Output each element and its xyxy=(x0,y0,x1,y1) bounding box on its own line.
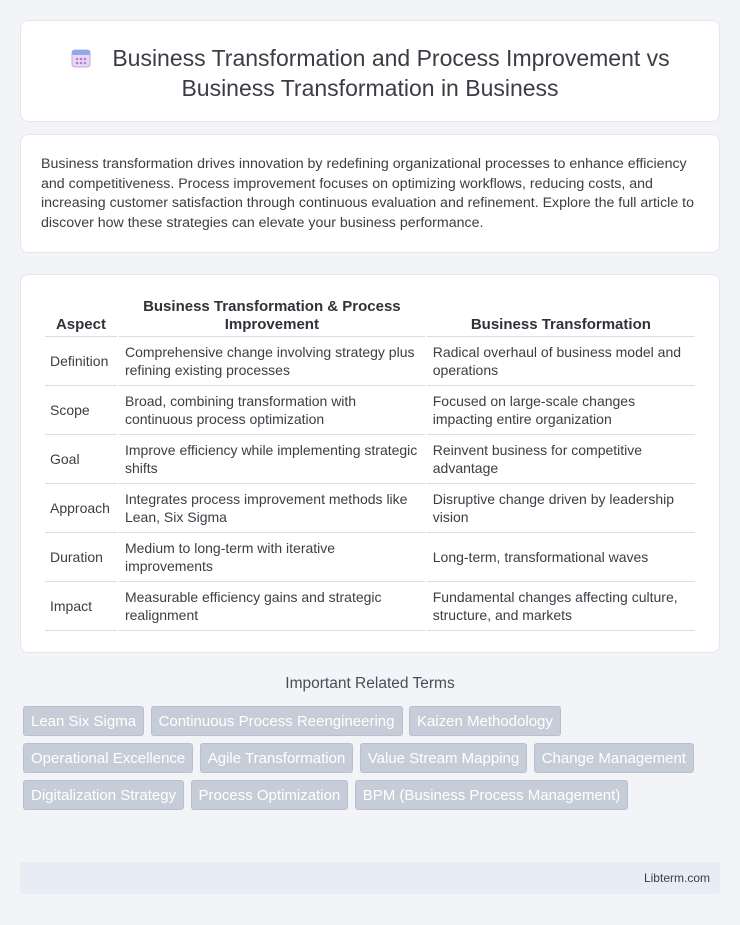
row-bt-cell: Radical overhaul of business model and operations xyxy=(427,337,695,386)
title-card xyxy=(20,20,720,122)
comparison-table-card xyxy=(20,274,720,653)
page-title-wrap xyxy=(21,43,719,103)
row-aspect: Approach xyxy=(45,484,117,533)
intro-text: Business transformation drives innovation by redefining organizational processes to enhance efficiency and competitiveness. Process improvement focuses on optimizing workflows, reducing costs, and increasing customer satisfaction through continuous evaluation and refinement. Explore the full article to discover how these strategies can elevate your business performance. xyxy=(41,156,694,231)
related-term-tag[interactable]: Kaizen Methodology xyxy=(409,706,561,736)
column-header-bt: Business Transformation xyxy=(427,297,695,337)
related-term-tag[interactable]: Process Optimization xyxy=(191,780,349,810)
row-aspect: Impact xyxy=(45,582,117,631)
table-row xyxy=(45,484,695,533)
calendar-grid-icon xyxy=(70,46,92,68)
row-aspect: Goal xyxy=(45,435,117,484)
related-term-tag[interactable]: Lean Six Sigma xyxy=(23,706,144,736)
related-term-tag[interactable]: Value Stream Mapping xyxy=(360,743,527,773)
related-term-tag[interactable]: Continuous Process Reengineering xyxy=(151,706,403,736)
row-bt-pi-cell: Comprehensive change involving strategy plus refining existing processes xyxy=(119,337,425,386)
footer xyxy=(20,862,720,894)
row-bt-cell: Long-term, transformational waves xyxy=(427,533,695,582)
row-bt-pi-cell: Measurable efficiency gains and strategic realignment xyxy=(119,582,425,631)
comparison-table xyxy=(43,297,697,631)
related-term-tag[interactable]: Agile Transformation xyxy=(200,743,354,773)
row-bt-pi-cell: Integrates process improvement methods like Lean, Six Sigma xyxy=(119,484,425,533)
table-row xyxy=(45,386,695,435)
row-aspect: Scope xyxy=(45,386,117,435)
row-aspect: Duration xyxy=(45,533,117,582)
table-row xyxy=(45,337,695,386)
row-aspect: Definition xyxy=(45,337,117,386)
page-title: Business Transformation and Process Improvement vs Business Transformation in Business xyxy=(112,45,670,101)
footer-site-link[interactable]: Libterm.com xyxy=(643,871,710,885)
column-header-aspect: Aspect xyxy=(45,297,117,337)
related-term-tag[interactable]: BPM (Business Process Management) xyxy=(355,780,629,810)
related-term-tag[interactable]: Change Management xyxy=(534,743,694,773)
row-bt-cell: Focused on large-scale changes impacting entire organization xyxy=(427,386,695,435)
related-term-tag[interactable]: Digitalization Strategy xyxy=(23,780,184,810)
table-row xyxy=(45,435,695,484)
related-term-tag[interactable]: Operational Excellence xyxy=(23,743,193,773)
row-bt-cell: Reinvent business for competitive advantage xyxy=(427,435,695,484)
table-row xyxy=(45,533,695,582)
intro-card xyxy=(20,134,720,253)
related-terms-title: Important Related Terms xyxy=(285,675,455,692)
column-header-bt-pi: Business Transformation & Process Improvement xyxy=(119,297,425,337)
table-row xyxy=(45,582,695,631)
table-header-row xyxy=(45,297,695,337)
row-bt-cell: Disruptive change driven by leadership vision xyxy=(427,484,695,533)
row-bt-pi-cell: Medium to long-term with iterative improvements xyxy=(119,533,425,582)
related-terms-list xyxy=(23,706,703,817)
row-bt-cell: Fundamental changes affecting culture, structure, and markets xyxy=(427,582,695,631)
row-bt-pi-cell: Improve efficiency while implementing strategic shifts xyxy=(119,435,425,484)
row-bt-pi-cell: Broad, combining transformation with continuous process optimization xyxy=(119,386,425,435)
